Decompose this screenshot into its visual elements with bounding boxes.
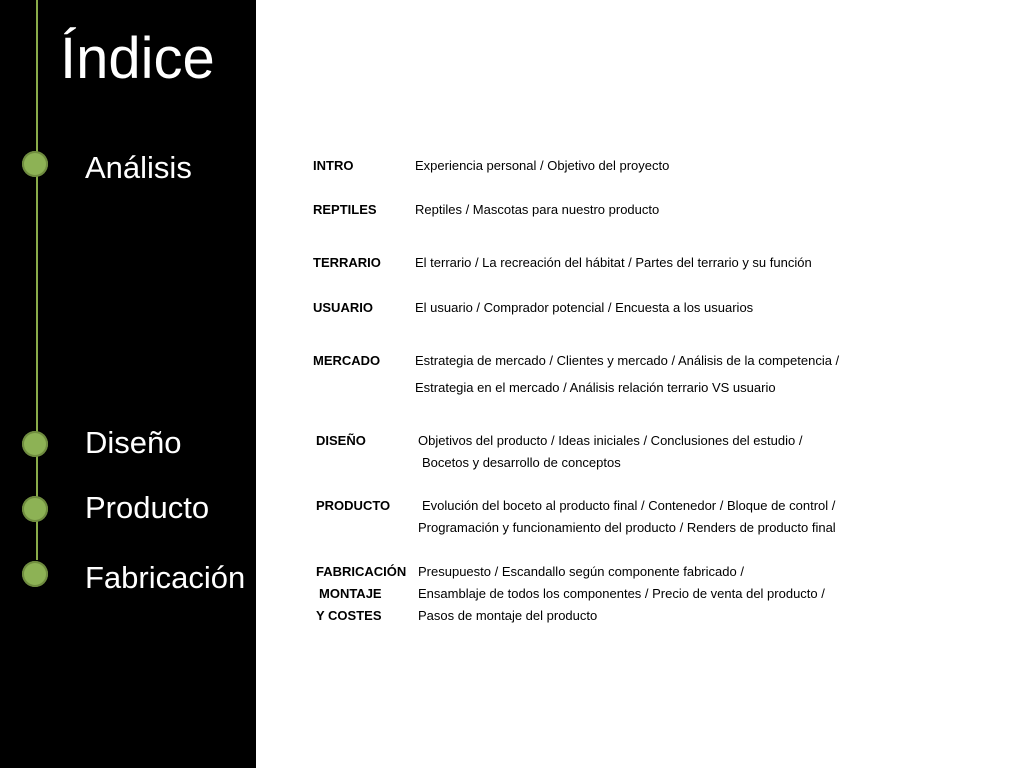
row-description: Reptiles / Mascotas para nuestro producto — [415, 202, 660, 217]
section-diseno[interactable]: Diseño — [85, 425, 182, 460]
row-key: USUARIO — [313, 300, 373, 315]
row-description: Experiencia personal / Objetivo del proyecto — [415, 158, 670, 173]
timeline-node-producto — [22, 496, 48, 522]
timeline-node-analisis — [22, 151, 48, 177]
row-key: TERRARIO — [313, 255, 381, 270]
row-description: Objetivos del producto / Ideas iniciales / Conclusiones del estudio / — [418, 433, 803, 448]
row-key: Y COSTES — [316, 608, 382, 623]
row-key: FABRICACIÓN — [316, 564, 407, 579]
row-description: Presupuesto / Escandallo según componente fabricado / — [418, 564, 744, 579]
row-key: DISEÑO — [316, 433, 366, 448]
timeline-node-fabricacion — [22, 561, 48, 587]
row-description: El usuario / Comprador potencial / Encuesta a los usuarios — [415, 300, 754, 315]
index-title: Índice — [60, 26, 215, 91]
row-description: Estrategia de mercado / Clientes y mercado / Análisis de la competencia / — [415, 353, 840, 368]
row-key: MERCADO — [313, 353, 381, 368]
row-description: Evolución del boceto al producto final / Contenedor / Bloque de control / — [422, 498, 836, 513]
row-description: Pasos de montaje del producto — [418, 608, 598, 623]
timeline-line — [36, 0, 38, 560]
timeline-node-diseno — [22, 431, 48, 457]
section-analisis[interactable]: Análisis — [85, 150, 192, 185]
row-description: Programación y funcionamiento del producto / Renders de producto final — [418, 520, 836, 535]
row-description: Ensamblaje de todos los componentes / Precio de venta del producto / — [418, 586, 825, 601]
row-key: REPTILES — [313, 202, 377, 217]
section-fabricacion[interactable]: Fabricación — [85, 560, 246, 595]
row-description: Bocetos y desarrollo de conceptos — [422, 455, 621, 470]
sidebar — [0, 0, 256, 768]
content-panel — [256, 0, 1024, 768]
row-key: MONTAJE — [319, 586, 382, 601]
row-key: PRODUCTO — [316, 498, 391, 513]
row-description: El terrario / La recreación del hábitat / Partes del terrario y su función — [415, 255, 812, 270]
section-producto[interactable]: Producto — [85, 490, 210, 525]
row-description: Estrategia en el mercado / Análisis relación terrario VS usuario — [415, 380, 776, 395]
row-key: INTRO — [313, 158, 354, 173]
